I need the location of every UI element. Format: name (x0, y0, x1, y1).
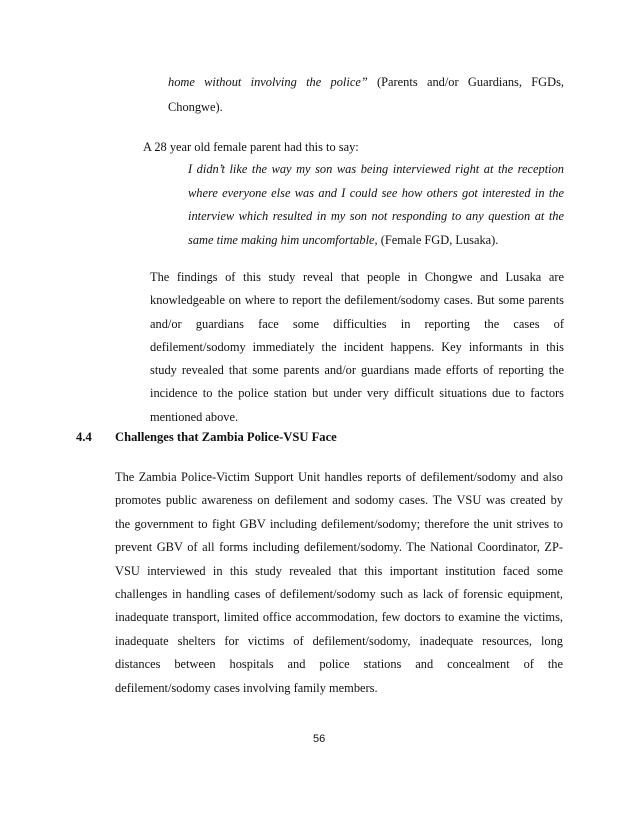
quote-line: where everyone else was and I could see how others got interested in the (188, 185, 564, 200)
quote-block-2 (188, 158, 564, 252)
paragraph-line: inadequate transport, limited office accommodation, few doctors to examine the victims, (115, 610, 563, 625)
section-number: 4.4 (76, 430, 92, 444)
quote-italic-text: same time making him uncomfortable, (188, 232, 378, 247)
quote-line: interview which resulted in my son not responding to any question at the (188, 209, 564, 223)
findings-paragraph (150, 266, 564, 429)
paragraph-line: the government to fight GBV including defilement/sodomy; therefore the unit strives to (115, 516, 563, 531)
paragraph-line: defilement/sodomy cases involving family members. (115, 680, 378, 695)
paragraph-line: incidence to the police station but under very difficult situations due to factors (150, 386, 564, 401)
paragraph-line: defilement/sodomy immediately the incident happens. Key informants in this (150, 339, 564, 354)
quote-line: Chongwe). (168, 100, 223, 114)
paragraph-line: study revealed that some parents and/or guardians made efforts of reporting the (150, 363, 564, 378)
section-title: Challenges that Zambia Police-VSU Face (115, 430, 337, 444)
quote-attribution: (Parents and/or Guardians, FGDs, (367, 75, 564, 89)
page-number: 56 (313, 733, 326, 745)
paragraph-line: mentioned above. (150, 409, 239, 424)
quote-block-1 (168, 70, 564, 120)
quote-line (188, 229, 564, 253)
quote-line: I didn’t like the way my son was being interviewed right at the reception (188, 162, 564, 176)
paragraph-line: and/or guardians face some difficulties in reporting the cases of (150, 316, 564, 331)
paragraph-line: prevent GBV of all forms including defilement/sodomy. The National Coordinator, ZP- (115, 540, 563, 555)
paragraph-line: The findings of this study reveal that people in Chongwe and Lusaka are (150, 270, 564, 284)
quote-line (168, 70, 564, 95)
paragraph-line: VSU interviewed in this study revealed that this important institution faced some (115, 563, 563, 578)
paragraph-line: The Zambia Police-Victim Support Unit handles reports of defilement/sodomy and also (115, 470, 563, 484)
paragraph-line: promotes public awareness on defilement and sodomy cases. The VSU was created by (115, 493, 563, 508)
paragraph-line: challenges in handling cases of defilement/sodomy such as lack of forensic equipment, (115, 587, 563, 602)
paragraph-line: inadequate shelters for victims of defilement/sodomy, inadequate resources, long (115, 633, 563, 648)
body-paragraph (115, 466, 563, 700)
paragraph-line: distances between hospitals and police stations and concealment of the (115, 657, 563, 672)
intro-text: A 28 year old female parent had this to say: (143, 140, 359, 154)
intro-sentence (143, 135, 563, 160)
paragraph-line: knowledgeable on where to report the defilement/sodomy cases. But some parents (150, 293, 564, 308)
quote-italic-text: home without involving the police” (168, 75, 368, 89)
quote-attribution: (Female FGD, Lusaka). (377, 232, 499, 247)
